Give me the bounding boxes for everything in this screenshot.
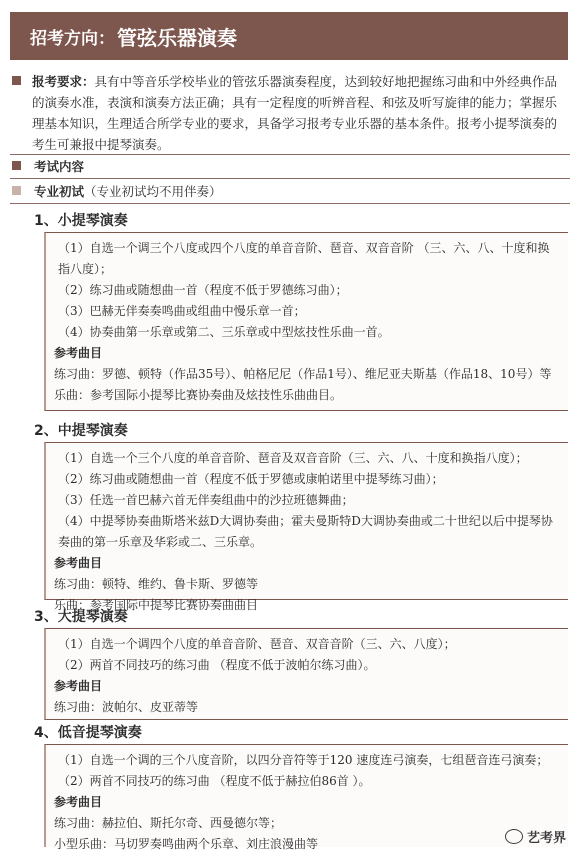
- list-item: （4）中提琴协奏曲斯塔米兹D大调协奏曲；霍夫曼斯特D大调协奏曲或二十世纪以后中提琴协奏曲的第一乐章及华彩或二、三乐章。: [58, 514, 553, 549]
- reference-item: 练习曲：波帕尔、皮亚蒂等: [54, 700, 199, 714]
- requirements-label: 报考要求：: [32, 74, 95, 89]
- requirements-paragraph: [32, 71, 566, 155]
- banner-lead: 招考方向：: [30, 28, 115, 49]
- prelim-label: 专业初试: [34, 184, 85, 199]
- bullet-square-icon: [12, 76, 21, 85]
- reference-heading: 参考曲目: [54, 556, 103, 570]
- reference-heading: 参考曲目: [54, 346, 103, 360]
- bullet-square-icon: [12, 186, 21, 195]
- list-item: （2）两首不同技巧的练习曲 （程度不低于波帕尔练习曲）。: [58, 658, 376, 672]
- list-item: （1）自选一个调的三个八度音阶，以四分音符等于120 速度连弓演奏，七组琶音连弓演奏；: [58, 753, 549, 767]
- list-item: （2）练习曲或随想曲一首（程度不低于罗德或康帕诺里中提琴练习曲）；: [58, 472, 444, 486]
- list-item: （3）巴赫无伴奏奏鸣曲或组曲中慢乐章一首；: [58, 304, 306, 318]
- section-box-cello: [44, 628, 568, 720]
- watermark-text: 艺考界: [526, 831, 566, 846]
- prelim-heading: [34, 182, 222, 200]
- section-title-viola: 2、中提琴演奏: [34, 423, 128, 439]
- prelim-note: （专业初试均不用伴奏）: [84, 184, 222, 199]
- banner-title: 管弦乐器演奏: [117, 25, 237, 50]
- reference-heading: 参考曲目: [54, 679, 103, 693]
- reference-heading: 参考曲目: [54, 795, 103, 809]
- list-item: （1）自选一个调三个八度或四个八度的单音音阶、琶音、双音音阶 （三、六、八、十度和换指八度）；: [58, 241, 550, 276]
- page-banner: [10, 12, 568, 60]
- requirements-text: 具有中等音乐学校毕业的管弦乐器演奏程度，达到较好地把握练习曲和中外经典作品的演奏水准，表演和演奏方法正确；具有一定程度的听辨音程、和弦及听写旋律的能力；掌握乐理基本知识，生理适合所学专业的要求，具备学习报考专业乐器的基本条件。报考小提琴演奏的考生可兼报中提琴演奏。: [32, 74, 558, 152]
- list-item: （4）协奏曲第一乐章或第二、三乐章或中型炫技性乐曲一首。: [58, 325, 390, 339]
- list-item: （1）自选一个三个八度的单音音阶、琶音及双音音阶（三、六、八、十度和换指八度）；: [58, 451, 528, 465]
- reference-item: 乐曲：参考国际小提琴比赛协奏曲及炫技性乐曲曲目。: [54, 388, 343, 402]
- divider: [10, 178, 570, 179]
- section-title-violin: 1、小提琴演奏: [34, 213, 128, 229]
- bullet-square-icon: [12, 161, 21, 170]
- reference-item: 练习曲：罗德、顿特（作品35号）、帕格尼尼（作品1号）、维尼亚夫斯基（作品18、10号）等: [54, 367, 552, 381]
- reference-item: 小型乐曲：马切罗奏鸣曲两个乐章、刘庄浪漫曲等: [54, 837, 319, 851]
- divider: [10, 154, 570, 155]
- section-title-double-bass: 4、低音提琴演奏: [34, 725, 142, 741]
- section-box-viola: [44, 442, 568, 612]
- list-item: （3）任选一首巴赫六首无伴奏组曲中的沙拉班德舞曲；: [58, 493, 354, 507]
- section-box-double-bass: [44, 744, 568, 851]
- section-title-cello: 3、大提琴演奏: [34, 609, 128, 625]
- divider: [10, 203, 570, 204]
- reference-item: 乐曲：参考国际中提琴比赛协奏曲曲目: [54, 598, 259, 612]
- watermark: [505, 827, 566, 846]
- wechat-icon: [505, 829, 523, 844]
- list-item: （1）自选一个调四个八度的单音音阶、琶音、双音音阶（三、六、八度）；: [58, 637, 456, 651]
- list-item: （2）两首不同技巧的练习曲 （程度不低于赫拉伯86首 ）。: [58, 774, 371, 788]
- reference-item: 练习曲：赫拉伯、斯托尔奇、西曼德尔等；: [54, 816, 283, 830]
- section-box-violin: [44, 232, 568, 411]
- exam-content-heading: 考试内容: [34, 159, 85, 174]
- list-item: （2）练习曲或随想曲一首（程度不低于罗德练习曲）；: [58, 283, 348, 297]
- reference-item: 练习曲：顿特、维约、鲁卡斯、罗德等: [54, 577, 259, 591]
